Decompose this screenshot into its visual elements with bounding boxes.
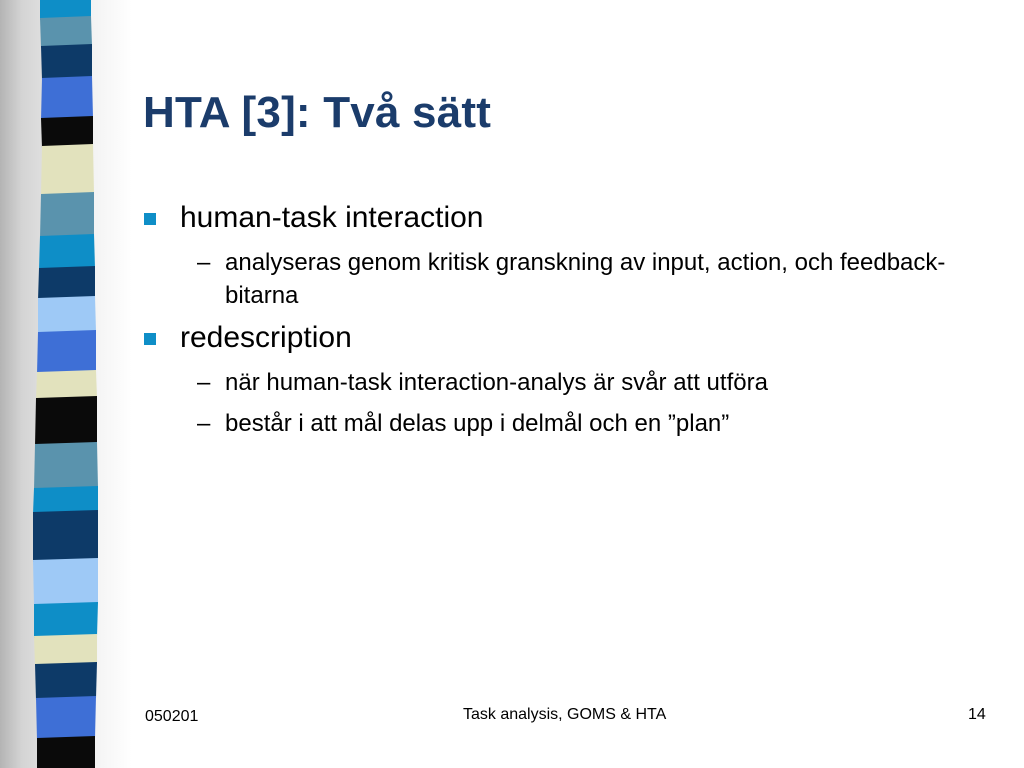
stripe-segment: [36, 696, 96, 740]
square-bullet-icon: [144, 333, 156, 345]
sub-bullet-item: [143, 407, 983, 440]
stripe-segment: [40, 16, 92, 48]
stripe-segment: [41, 144, 94, 196]
sub-bullet-text: består i att mål delas upp i delmål och en ”plan”: [225, 410, 730, 437]
stripe-segment: [38, 266, 95, 300]
bullet-list: [143, 200, 983, 448]
bullet-text: redescription: [180, 321, 352, 354]
stripe-segment: [37, 736, 95, 768]
stripe-segment: [41, 44, 92, 80]
bullet-item: [143, 200, 983, 236]
sub-bullet-item: [143, 246, 983, 312]
bullet-text: human-task interaction: [180, 201, 484, 234]
dash-marker: –: [197, 249, 211, 276]
sub-bullet-text: när human-task interaction-analys är svår att utföra: [225, 369, 768, 396]
stripe-segment: [33, 558, 98, 606]
dash-marker: –: [197, 410, 211, 437]
sub-bullet-text: analyseras genom kritisk granskning av input, action, och feedback-bitarna: [225, 249, 946, 309]
dash-marker: –: [197, 369, 211, 396]
stripe-segment: [33, 486, 98, 514]
footer-page-number: 14: [968, 706, 986, 723]
slide-title: HTA [3]: Två sätt: [143, 88, 492, 137]
footer-date: 050201: [145, 708, 199, 725]
stripe-segment: [35, 396, 97, 446]
stripe-segment: [34, 602, 98, 638]
stripe-segment: [39, 234, 95, 270]
decorative-stripe-band: [0, 0, 135, 768]
stripe-segment: [34, 442, 98, 490]
stripe-segment: [34, 634, 97, 666]
square-bullet-icon: [144, 213, 156, 225]
footer-title: Task analysis, GOMS & HTA: [463, 706, 667, 723]
bullet-item: [143, 320, 983, 356]
stripe-segment: [35, 662, 97, 700]
stripe-segment: [36, 370, 97, 400]
stripe-segment: [40, 192, 94, 238]
sub-bullet-item: [143, 366, 983, 399]
stripe-segment: [37, 330, 96, 374]
stripe-segment: [38, 296, 96, 334]
stripe-segment: [41, 116, 93, 148]
stripe-segment: [33, 510, 98, 562]
stripe-segment: [41, 76, 93, 120]
